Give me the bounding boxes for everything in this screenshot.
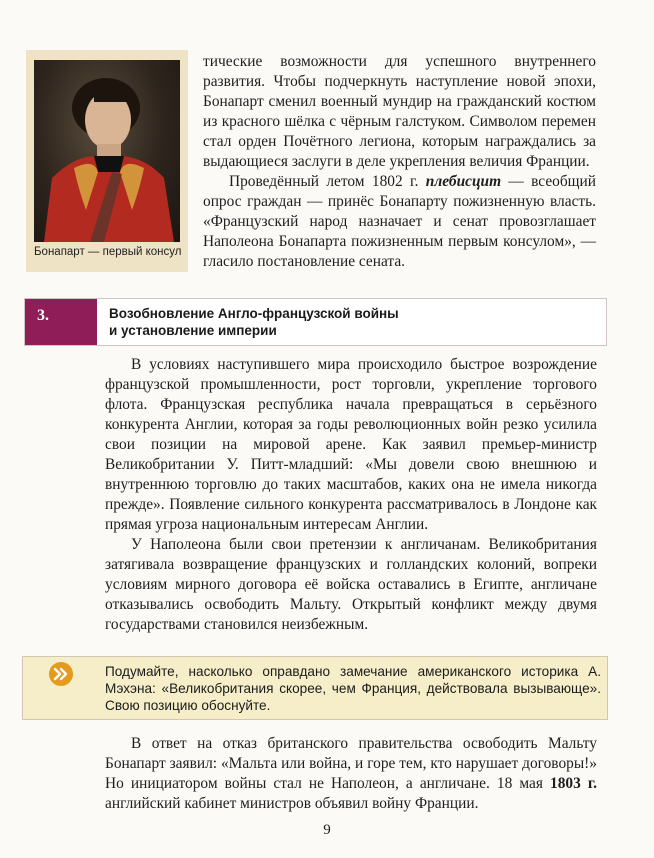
section-number: 3.	[25, 299, 97, 345]
section-title-line: и установление империи	[109, 323, 277, 338]
page-number: 9	[323, 822, 331, 838]
text-run: Проведённый летом 1802 г.	[229, 173, 426, 190]
think-box	[22, 656, 608, 720]
date-emphasis: 1803 г.	[550, 775, 597, 792]
text-run: — всеобщий опрос граждан — принёс Бонапарту пожизненную власть. «Французский народ назначает и сенат провозглашает Наполеона Бонапарта пожизненным первым консулом», — гласило постановление сената.	[203, 173, 597, 270]
double-chevron-icon	[49, 662, 73, 686]
section-title-line: Возобновление Англо-французской войны	[109, 306, 399, 321]
main-text-column	[105, 355, 597, 635]
paragraph: В условиях наступившего мира происходило быстрое возрождение французской промышленности, рост торговли, укрепление торгового флота. Французская республика начала превращаться в серьёзного конкурента Англии, которая за годы революционных войн резко усилила свои позиции на мировой арене. Как заявил премьер-министр Великобритании У. Питт-младший: «Мы довели свою внешнюю и внутреннюю торговлю до таких масштабов, каких она не имела никогда прежде». Появление сильного конкурента рассматривалось в Лондоне как прямая угроза национальным интересам Англии.	[105, 356, 597, 533]
section-title	[109, 305, 599, 339]
think-box-marker	[23, 657, 95, 719]
paragraph: У Наполеона были свои претензии к англичанам. Великобритания затягивала возвращение французских и голландских колоний, вопреки условиям мирного договора её войска оставались в Египте, англичане отказывались освободить Мальту. Открытый конфликт между двумя государствами становился неизбежным.	[105, 536, 597, 633]
section-heading	[24, 298, 607, 346]
paragraph-plebiscite	[203, 172, 596, 272]
figure-caption: Бонапарт — первый консул	[34, 246, 182, 258]
portrait-bonaparte	[34, 60, 180, 242]
think-box-text: Подумайте, насколько оправдано замечание американского историка А. Мэхэна: «Великобритания скорее, чем Франция, действовала вызывающе». Свою позицию обоснуйте.	[105, 664, 601, 713]
figure-frame	[26, 50, 188, 272]
text-run: В ответ на отказ британского правительства освободить Мальту Бонапарт заявил: «Мальта или война, и горе тем, кто нарушает договоры!» Но инициатором войны стал не Наполеон, а англичане. 18 мая	[105, 735, 597, 792]
top-text-column	[203, 52, 596, 272]
text-run: английский кабинет министров объявил войну Франции.	[105, 795, 479, 812]
paragraph: тические возможности для успешного внутреннего развития. Чтобы подчеркнуть наступление новой эпохи, Бонапарт сменил военный мундир на гражданский костюм из красного шёлка с чёрным галстуком. Символом перемен стал орден Почётного легиона, которым награждались за выдающиеся заслуги в деле укрепления величия Франции.	[203, 53, 596, 170]
paragraph-war-declaration	[105, 734, 597, 814]
bottom-text-column	[105, 734, 597, 814]
term-plebiscite: плебисцит	[425, 173, 502, 190]
